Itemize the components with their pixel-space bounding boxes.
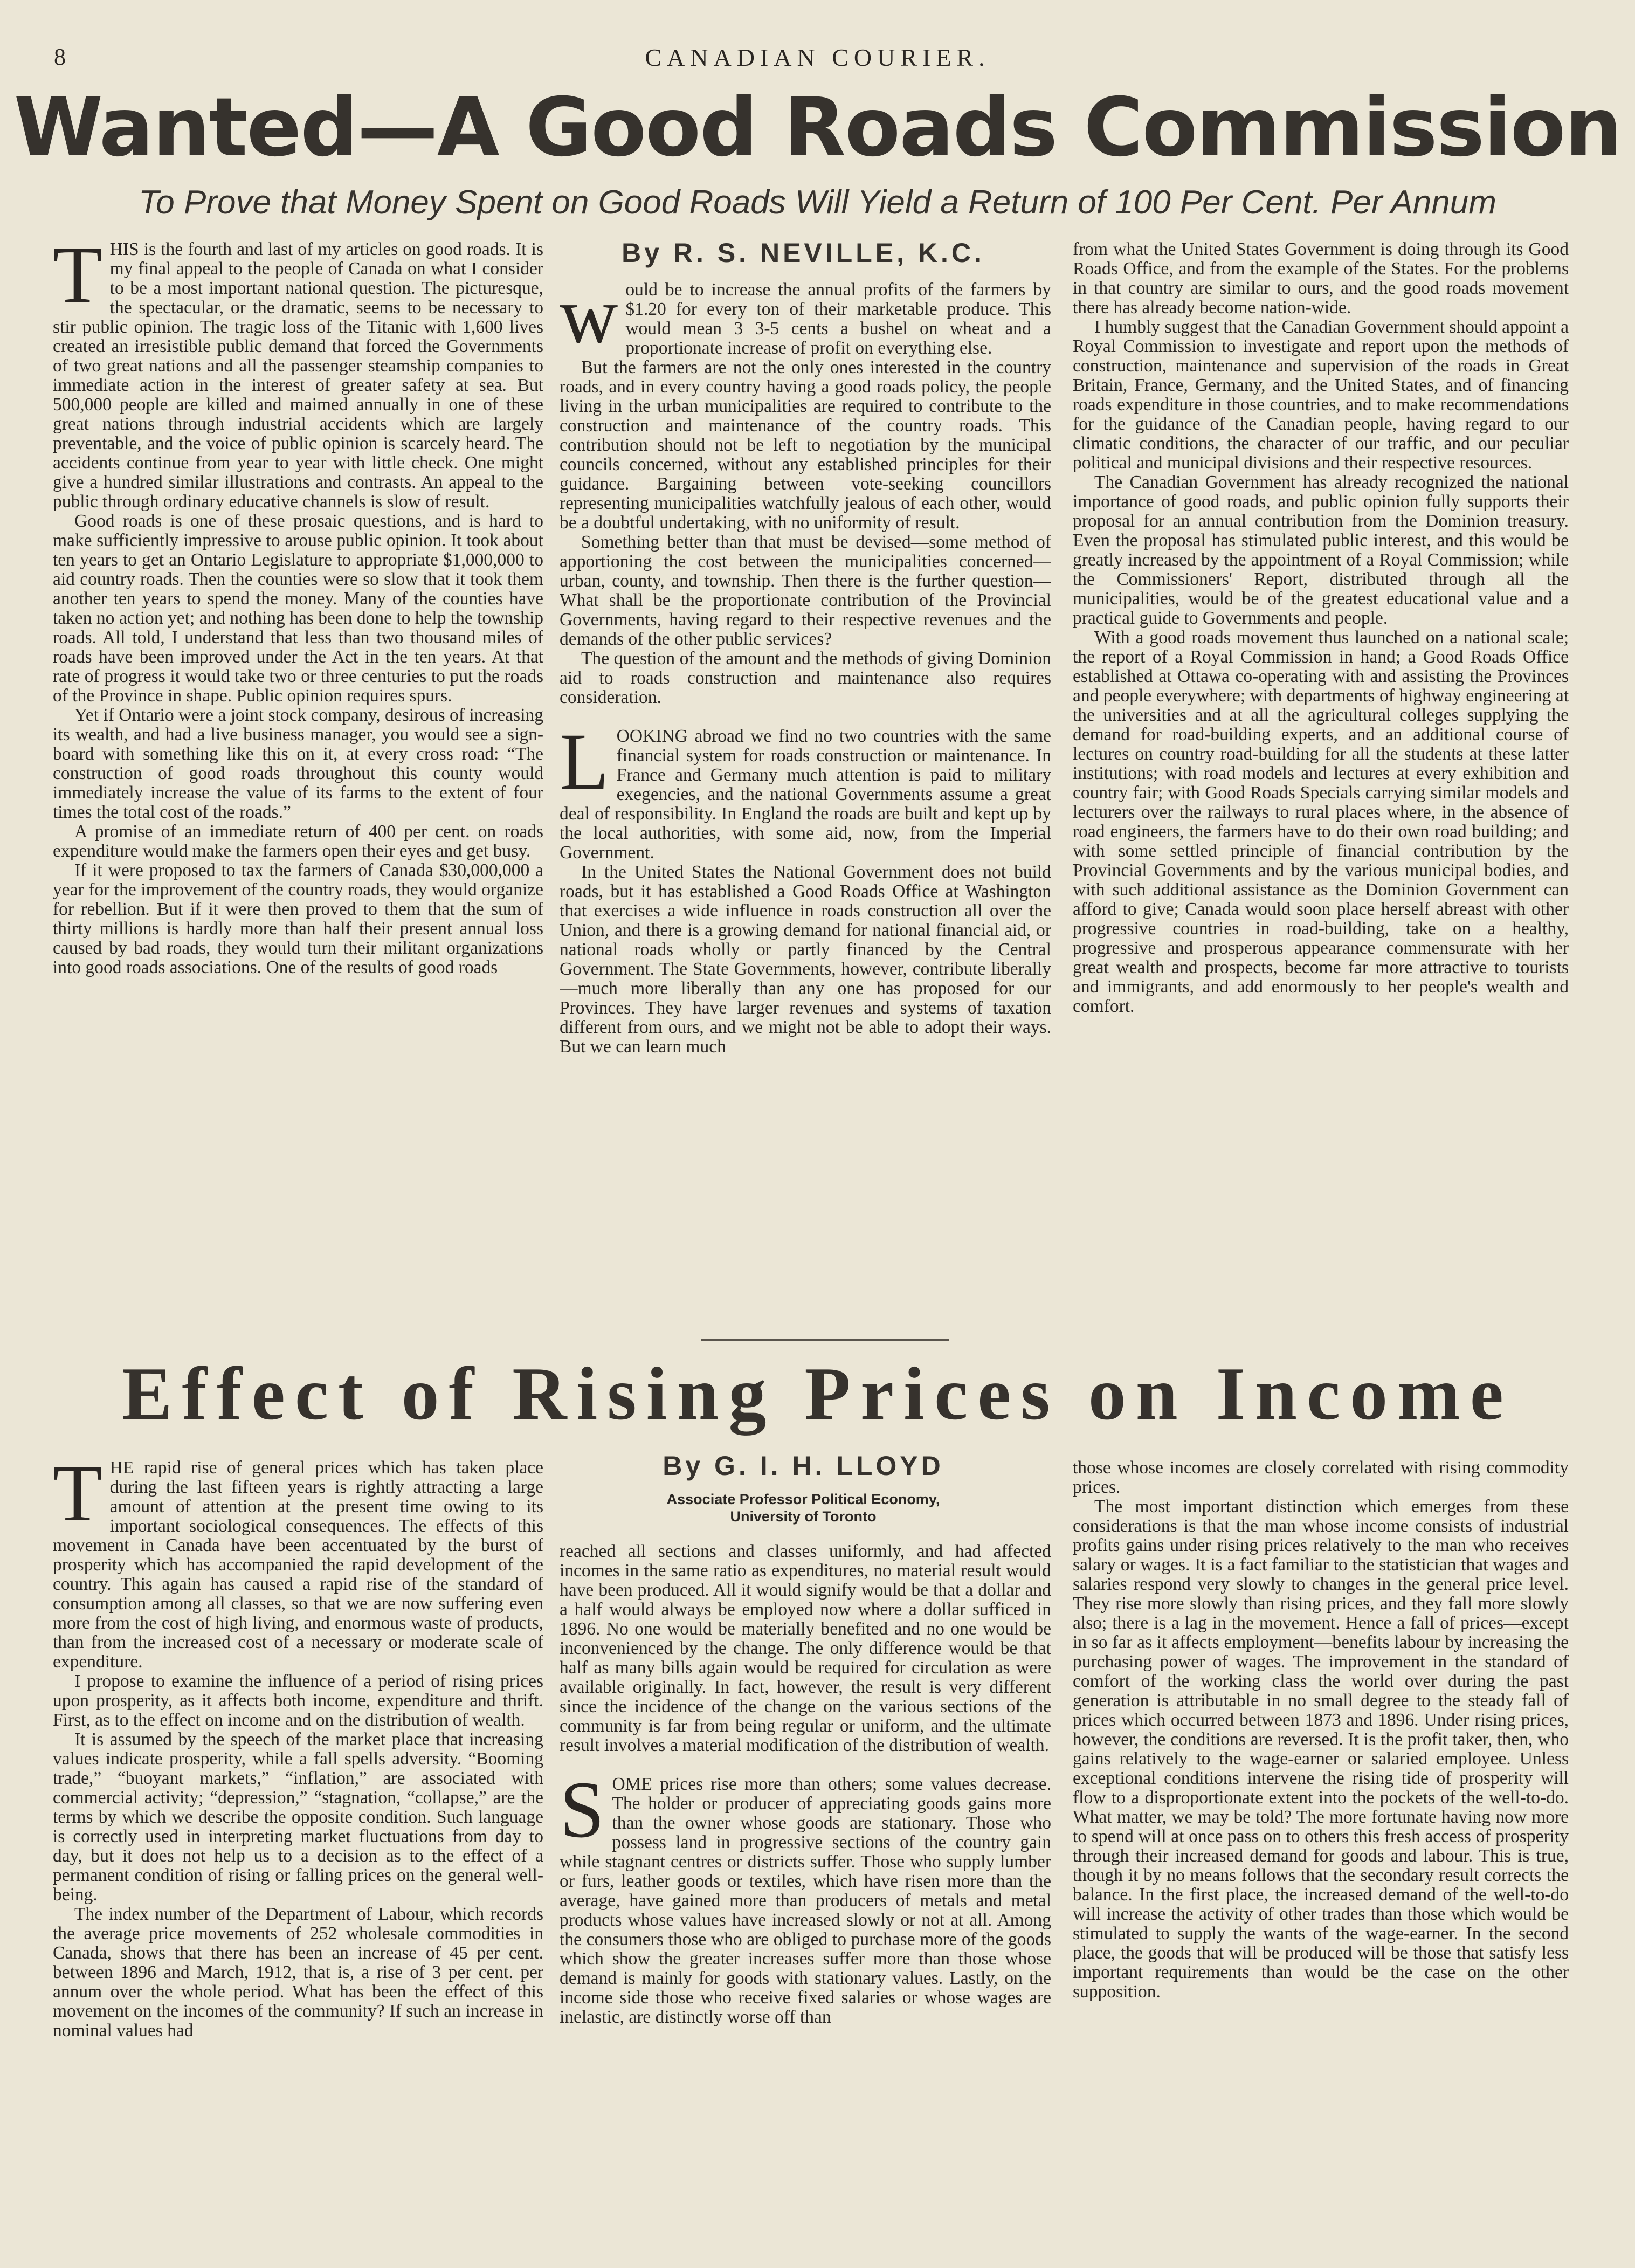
paragraph: With a good roads movement thus launched on a national scale; the report of a Royal Commission in hand; a Good Roads Office established at Ottawa co-operating with and assisting the Provinces and people everywhere; with departments of highway engineering at the universities and at all the agricultural colleges supplying the demand for road-building experts, and an additional course of lectures on country road-building for all the students at these latter institutions; with road models and lectures at every exhibition and country fair; with Good Roads Specials carrying similar models and lecturers over the railways to rural places where, in the absence of road engineers, the farmers have to do their own road building; and with some settled principle of financial contribution by the Provincial Governments and by the various municipal bodies, and with such additional assistance as the Dominion Government can afford to give; Canada would soon place herself abreast with other progressive countries in road-building, take on a healthy, progressive and prosperous appearance commensurate with her great wealth and prospects, become far more attractive to tourists and immigrants, and add enormously to her people's wealth and comfort. [1073, 628, 1569, 1016]
paragraph: THE rapid rise of general prices which has taken place during the last fifteen years is rightly attracting a large amount of attention at the present time owing to its important sociological consequences. The effects of this movement in Canada have been accentuated by the burst of prosperity which has accompanied the rapid development of the country. This again has caused a rapid rise of the standard of consumption among all classes, so that we are now suffering even more from the cost of high living, and enormous waste of products, than from the increased cost of a necessary or moderate scale of expenditure. [53, 1458, 543, 1672]
paragraph: reached all sections and classes uniformly, and had affected incomes in the same ratio as expenditures, no material result would have been produced. All it would signify would be that a dollar and a half would always be employed now where a dollar sufficed in 1896. No one would be materially benefited and no one would be inconvenienced by the change. The only difference would be that half as many bills again would be required for circulation as were available originally. In fact, however, the result is very different since the incidence of the change on the various sections of the community is far from being regular or uniform, and the ultimate result involves a material modification of the distribution of wealth. [560, 1542, 1051, 1755]
affiliation-line: University of Toronto [730, 1508, 877, 1525]
paragraph: But the farmers are not the only ones interested in the country roads, and in every country having a good roads policy, the people living in the urban municipalities are required to contribute to the construction and maintenance of the country roads. This contribution should not be left to negotiation by the municipal councils concerned, without any established principles for their guidance. Bargaining between vote-seeking councillors representing municipalities watchfully jealous of each other, would be a doubtful undertaking, with no uniformity of result. [560, 357, 1051, 533]
paragraph: I propose to examine the influence of a period of rising prices upon prosperity, as it affects both income, expenditure and thrift. First, as to the effect on income and on the distribution of wealth. [53, 1671, 543, 1730]
article1-subtitle: To Prove that Money Spent on Good Roads Will Yield a Return of 100 Per Cent. Per Annum [139, 184, 1496, 221]
paragraph: The index number of the Department of Labour, which records the average price movements of 252 wholesale commodities in Canada, shows that there has been an increase of 45 per cent. between 1896 and March, 1912, that is, a rise of 3 per cent. per annum over the whole period. What has been the effect of this movement on the incomes of the community? If such an increase in nominal values had [53, 1904, 543, 2040]
paragraph: Something better than that must be devised—some method of apportioning the cost between the municipalities concerned—urban, county, and township. Then there is the further question—What shall be the proportionate contribution of the Provincial Governments, having regard to their respective revenues and the demands of the other public services? [560, 532, 1051, 649]
paragraph: The most important distinction which emerges from these considerations is that the man whose income consists of industrial profits gains under rising prices relatively to the man who receives salary or wages. It is a fact familiar to the statistician that wages and salaries respond very slowly to changes in the general price level. They rise more slowly than rising prices, and they fall more slowly also; there is a lag in the movement. Hence a fall of prices—except in so far as it affects employment—benefits labour by increasing the purchasing power of wages. The improvement in the standard of comfort of the working class the world over during the past generation is attributable in no small degree to the steady fall of prices which occurred between 1873 and 1896. Under rising prices, however, the conditions are reversed. It is the profit taker, then, who gains relatively to the wage-earner or salaried employee. Unless exceptional conditions intervene the rising tide of prosperity will flow to a disproportionate extent into the pockets of the well-to-do. What matter, we may be told? The more fortunate having now more to spend will at once pass on to others this fresh access of prosperity through their increased demand for goods and labour. This is true, though it by no means follows that the secondary result corrects the balance. In the first place, the increased demand of the well-to-do will increase the activity of other trades than those which would be stimulated to supply the wants of the wage-earner. In the second place, the goods that will be produced will be those that satisfy less important requirements than would be the case on the other supposition. [1073, 1497, 1569, 2002]
paragraph: would be to increase the annual profits of the farmers by $1.20 for every ton of their marketable produce. This would mean 3 3-5 cents a bushel on wheat and a proportionate increase of profit on everything else. [560, 280, 1051, 360]
running-head: CANADIAN COURIER. [645, 44, 990, 71]
paragraph: SOME prices rise more than others; some values decrease. The holder or producer of appreciating goods gains more than the owner whose goods are stationary. Those who possess land in progressive sections of the country gain while stagnant centres or districts suffer. Those who supply lumber or furs, leather goods or textiles, which have risen more than the average, have gained more than producers of metals and metal products whose values have increased slowly or not at all. Among the consumers those who are obliged to purchase more of the goods which show the greater increases suffer more than those whose demand is mainly for goods with stationary values. Lastly, on the income side those who receive fixed salaries or whose wages are inelastic, are distinctly worse off than [560, 1765, 1051, 2027]
paragraph: LOOKING abroad we find no two countries with the same financial system for roads construction or maintenance. In France and Germany much attention is paid to military exegencies, and the national Governments assume a great deal of responsibility. In England the roads are built and kept up by the local authorities, with some aid, now, from the Imperial Government. [560, 717, 1051, 863]
article2-title: Effect of Rising Prices on Income [122, 1352, 1513, 1436]
paragraph: The Canadian Government has already recognized the national importance of good roads, and public opinion fully supports their proposal for an annual contribution from the Dominion treasury. Even the proposal has stimulated public interest, and this would be greatly increased by the appointment of a Royal Commission; while the Commissioners' Report, distributed through all the municipalities, would be of the greatest educational value and a practical guide to Governments and people. [1073, 472, 1569, 628]
article2-byline: By G. I. H. LLOYD [663, 1451, 944, 1481]
article1-column-2 [560, 280, 1051, 1313]
paragraph: A promise of an immediate return of 400 per cent. on roads expenditure would make the farmers open their eyes and get busy. [53, 822, 543, 861]
article1-column-1 [53, 240, 543, 1313]
article1-column-3 [1073, 240, 1569, 1313]
section-divider [701, 1339, 949, 1341]
paragraph: In the United States the National Government does not build roads, but it has established a Good Roads Office at Washington that exercises a wide influence in roads construction all over the Union, and there is a growing demand for national financial aid, or national roads wholly or partly financed by the Central Government. The State Governments, however, contribute liberally—much more liberally than any one has proposed for our Provinces. They have larger revenues and systems of taxation different from ours, and we might not be able to adopt their ways. But we can learn much [560, 862, 1051, 1057]
paragraph: If it were proposed to tax the farmers of Canada $30,000,000 a year for the improvement of the country roads, they would organize for rebellion. But if it were then proved to them that the sum of thirty millions is hardly more than half their present annual loss caused by bad roads, they would turn their militant organizations into good roads associations. One of the results of good roads [53, 860, 543, 977]
article2-column-2 [560, 1542, 1051, 2245]
paragraph: It is assumed by the speech of the market place that increasing values indicate prosperity, while a fall spells adversity. “Booming trade,” “buoyant markets,” “inflation,” are associated with commercial activity; “depression,” “stagnation, “collapse,” are the terms by which we describe the opposite condition. Such language is correctly used in interpreting market fluctuations from day to day, but it does not help us to a decision as to the effect of a permanent condition of rising or falling prices on the general well-being. [53, 1729, 543, 1905]
affiliation-line: Associate Professor Political Economy, [666, 1491, 940, 1507]
paragraph: Good roads is one of these prosaic questions, and is hard to make sufficiently impressive to arouse public opinion. It took about ten years to get an Ontario Legislature to appropriate $1,000,000 to aid country roads. Then the counties were so slow that it took them another ten years to spend the money. Many of the counties have taken no action yet; and nothing has been done to help the township roads. All told, I understand that less than two thousand miles of roads have been improved under the Act in the ten years. At that rate of progress it would take two or three centuries to put the roads of the Province in shape. Public opinion requires spurs. [53, 511, 543, 706]
page-number: 8 [54, 44, 66, 70]
article2-column-1 [53, 1458, 543, 2245]
paragraph: from what the United States Government is doing through its Good Roads Office, and from the example of the States. For the problems in that country are similar to ours, and the good roads movement there has already become nation-wide. [1073, 240, 1569, 318]
article2-column-3 [1073, 1458, 1569, 2245]
paragraph: THIS is the fourth and last of my articles on good roads. It is my final appeal to the people of Canada on what I consider to be a most important national question. The picturesque, the spectacular, or the dramatic, seems to be necessary to stir public opinion. The tragic loss of the Titanic with 1,600 lives created an irresistible public demand that forced the Governments of two great nations and all the passenger steamship companies to immediate action in the interest of greater safety at sea. But 500,000 people are killed and maimed annually in one of these great nations through industrial accidents which are largely preventable, and the voice of public opinion is scarcely heard. The accidents continue from year to year with little check. One might give a hundred similar illustrations and contrasts. An appeal to the public through ordinary educative channels is slow of result. [53, 240, 543, 512]
paragraph: The question of the amount and the methods of giving Dominion aid to roads construction and maintenance also requires consideration. [560, 649, 1051, 707]
article1-byline: By R. S. NEVILLE, K.C. [622, 238, 985, 268]
article1-title: Wanted—A Good Roads Commission [13, 81, 1622, 175]
paragraph: Yet if Ontario were a joint stock company, desirous of increasing its wealth, and had a live business manager, you would see a sign-board with something like this on it, at every cross road: “The construction of good roads throughout this county would immediately increase the value of its farms to the extent of four times the total cost of the roads.” [53, 705, 543, 822]
article2-affiliation [544, 1491, 1062, 1525]
paragraph: I humbly suggest that the Canadian Government should appoint a Royal Commission to investigate and report upon the methods of construction, maintenance and supervision of the roads in Great Britain, France, Germany, and the United States, and of financing roads expenditure in those countries, and to make recommendations for the guidance of the Canadian people, having regard to our climatic conditions, the character of our traffic, and our peculiar political and municipal divisions and their respective resources. [1073, 317, 1569, 473]
paragraph: those whose incomes are closely correlated with rising commodity prices. [1073, 1458, 1569, 1497]
